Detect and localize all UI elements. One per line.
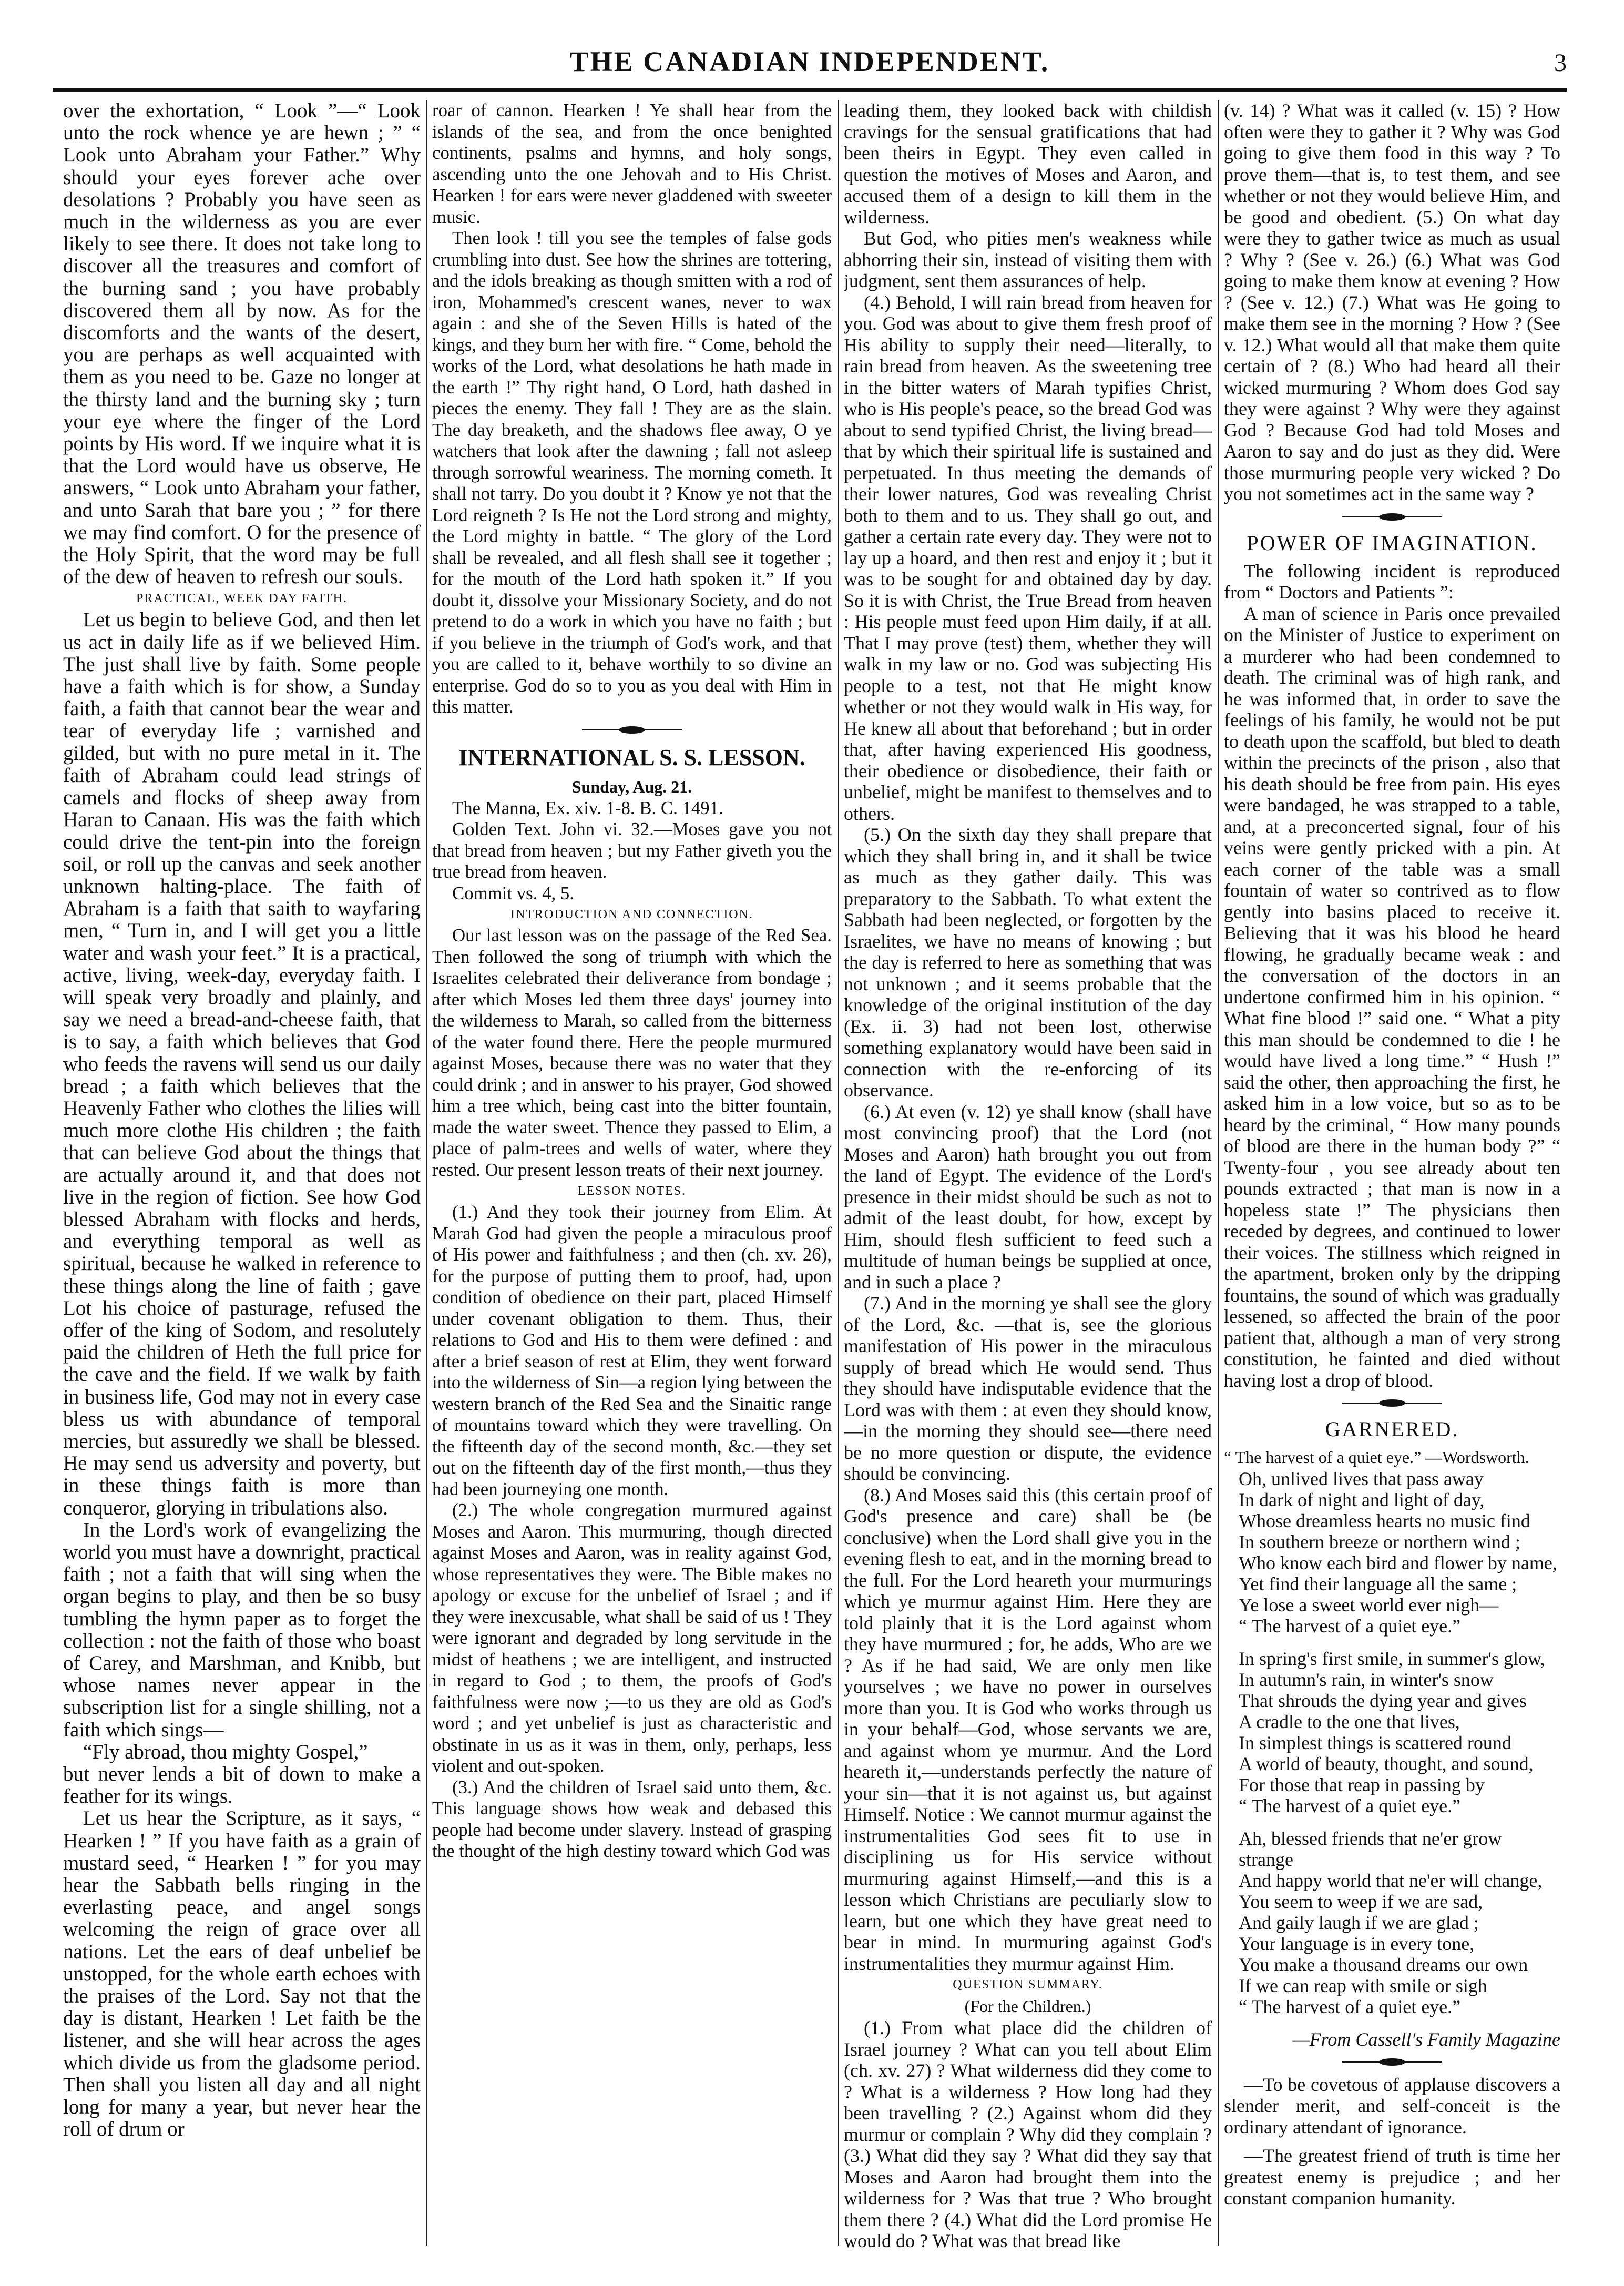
lesson-note: (5.) On the sixth day they shall prepare that which they shall bring in, and it shall be twice as much as they gather daily. This was preparatory to the Sabbath. To what extent the Sabbath had been neglected, or forgotten by the Israelites, we have no means of knowing ; but the day is referred to here as something that was not unknown ; and it seems probable that the knowledge of the original institution of the day (Ex. ii. 3) had not been lost, otherwise something explanatory would have been said in connection with the re-enforcing of its observance. <box>844 824 1212 1101</box>
poem-line: In autumn's rain, in winter's snow <box>1239 1669 1494 1690</box>
poem-line: You seem to weep if we are sad, <box>1239 1891 1483 1912</box>
column-3 <box>844 100 1212 2261</box>
poem-line: In southern breeze or northern wind ; <box>1239 1531 1520 1552</box>
paragraph: But God, who pities men's weakness while abhorring their sin, instead of visiting them with judgment, sent them assurances of help. <box>844 228 1212 291</box>
poem-stanza <box>1239 1648 1560 1816</box>
column-divider <box>426 100 427 2246</box>
lesson-heading: INTERNATIONAL S. S. LESSON. <box>458 744 805 770</box>
lesson-note: (3.) And the children of Israel said unto them, &c. This language shows how weak and debased this people had become under slavery. Instead of grasping the thought of the high destiny toward which God was <box>432 1776 832 1861</box>
poem-line: A world of beauty, thought, and sound, <box>1239 1753 1534 1774</box>
column-1 <box>63 100 421 2261</box>
poem-line: Oh, unlived lives that pass away <box>1239 1468 1484 1489</box>
section-subhead: LESSON NOTES. <box>577 1184 686 1198</box>
poem-line: In simplest things is scattered round <box>1239 1732 1511 1753</box>
maxim: —The greatest friend of truth is time her greatest enemy is prejudice ; and her constant companion humanity. <box>1224 2145 1560 2209</box>
paragraph: A man of science in Paris once prevailed on the Minister of Justice to experiment on a murderer who had been condemned to death. The criminal was of high rank, and he was informed that, in order to save the feelings of his family, he would not be put to death upon the scaffold, but bled to death within the precincts of the prison , also that his death should be free from pain. His eyes were bandaged, he was strapped to a table, and, at a preconcerted signal, four of his veins were gently pricked with a pin. At each corner of the table was a small fountain of water so contrived as to flow gently into basins placed to receive it. Believing that it was his blood he heard flowing, he gradually became weak : and the conversation of the doctors in an undertone confirmed him in his opinion. “ What fine blood !” said one. “ What a pity this man should be condemned to die ! he would have lived a long time.” “ Hush !” said the other, then approaching the first, he asked him in a low voice, but so as to be heard by the criminal, “ How many pounds of blood are there in the human body ?” “ Twenty-four , you see already about ten pounds extracted ; that man is now in a hopeless state !” The physicians then receded by degrees, and continued to lower their voices. The stillness which reigned in the apartment, broken only by the dripping fountains, the sound of which was gradually lessened, so affected the brain of the poor patient that, although a man of very strong constitution, he fainted and died without having lost a drop of blood. <box>1224 603 1560 1391</box>
paragraph: leading them, they looked back with childish cravings for the sensual gratifications that had been theirs in Egypt. They even called in question the motives of Moses and Aaron, and accused them of a design to kill them in the wilderness. <box>844 100 1212 228</box>
lesson-note: (4.) Behold, I will rain bread from heaven for you. God was about to give them fresh proof of His ability to supply their need—literally, to rain bread from heaven. As the sweetening tree in the bitter waters of Marah typifies Christ, who is His people's peace, so the bread God was about to send typified Christ, the living bread—that by which their spiritual life is sustained and perpetuated. In thus meeting the demands of their lower natures, God was revealing Christ both to them and to us. They shall go out, and gather a certain rate every day. They were not to lay up a hoard, and then rest and enjoy it ; but it was to be sought for and obtained day by day. So it is with Christ, the True Bread from heaven : His people must feed upon Him daily, if at all. That I may prove (test) them, whether they will walk in my law or no. God was subjecting His people to a test, not that He might know whether or not they would walk in His way, for He knew all about that beforehand ; but in order that, after having experienced His goodness, their obedience or disobedience, their faith or unbelief, might be manifest to themselves and to others. <box>844 291 1212 824</box>
poem-line: Ah, blessed friends that ne'er grow strange <box>1239 1827 1502 1870</box>
paragraph: Then look ! till you see the temples of false gods crumbling into dust. See how the shrines are tottering, and the idols breaking as though smitten with a rod of iron, Mohammed's crescent wanes, never to wax again : and she of the Seven Hills is hated of the kings, and they burn her with fire. “ Come, behold the works of the Lord, what desolations he hath made in the earth !” Thy right hand, O Lord, hath dashed in pieces the enemy. They fall ! They are as the slain. The day breaketh, and the shadows flee away, O ye watchers that look after the dawning ; fall not asleep through sorrowful weariness. The morning cometh. It shall not tarry. Do you doubt it ? Know ye not that the Lord reigneth ? Is He not the Lord strong and mighty, the Lord mighty in battle. “ The glory of the Lord shall be revealed, and all flesh shall see it together ; for the mouth of the Lord hath spoken it.” If you doubt it, dissolve your Missionary Society, and do not pretend to do a work in which you have no faith ; but if you believe in the triumph of God's work, and that you are called to it, behave worthily to so divine an enterprise. God do so to you as you deal with Him in this matter. <box>432 228 832 717</box>
column-2 <box>432 100 832 2261</box>
paragraph: over the exhortation, “ Look ”—“ Look unto the rock whence ye are hewn ; ” “ Look unto Abraham your Father.” Why should your eyes forever ache over desolations ? Probably you have seen as much in the wilderness as you are ever likely to see there. It does not take long to discover all the treasures and comfort of the burning sand ; you have probably discovered them all by now. As for the discomforts and the wants of the desert, you are perhaps as well acquainted with them as you need to be. Gaze no longer at the thirsty land and the burning sky ; turn your eye where the finger of the Lord points by His word. If we inquire what it is that the Lord would have us observe, He answers, “ Look unto Abraham your father, and unto Sarah that bare you ; ” for there we may find comfort. O for the presence of the Holy Spirit, that the word may be full of the dew of heaven to refresh our souls. <box>63 100 421 588</box>
poem-line: “ The harvest of a quiet eye.” <box>1239 1615 1461 1637</box>
poem-line: You make a thousand dreams our own <box>1239 1954 1528 1975</box>
poem-line: For those that reap in passing by <box>1239 1774 1485 1795</box>
poem-line: That shrouds the dying year and gives <box>1239 1690 1527 1711</box>
poem-line: “ The harvest of a quiet eye.” <box>1239 1795 1461 1816</box>
column-divider <box>838 100 839 2246</box>
poem-line: “ The harvest of a quiet eye.” <box>1239 1996 1461 2017</box>
header-rule <box>53 88 1567 92</box>
poem-line: Ye lose a sweet world ever nigh— <box>1239 1594 1499 1616</box>
commit-verses: Commit vs. 4, 5. <box>452 882 575 903</box>
ornamental-separator <box>1342 511 1442 523</box>
lesson-note: (6.) At even (v. 12) ye shall know (shall have most convincing proof) that the Lord (not Moses and Aaron) hath brought you out from the land of Egypt. The evidence of the Lord's presence in their midst should be such as not to admit of the least doubt, for how, except by Him, should flesh sufficient to feed such a multitude of human beings be supplied at once, and in such a place ? <box>844 1101 1212 1293</box>
poem-line: If we can reap with smile or sigh <box>1239 1975 1487 1996</box>
hymn-quote: “Fly abroad, thou mighty Gospel,” <box>83 1740 368 1763</box>
maxim: —To be covetous of applause discovers a slender merit, and self-conceit is the ordinary attendant of ignorance. <box>1224 2074 1560 2138</box>
section-subhead: (For the Children.) <box>964 1997 1091 2016</box>
lesson-note: (1.) And they took their journey from Elim. At Marah God had given the people a miraculous proof of His power and faithfulness ; and then (ch. xv. 26), for the purpose of putting them to proof, had, upon condition of obedience on their part, placed Himself under covenant obligation to them. Thus, their relations to God and His to them were defined : and after a brief season of rest at Elim, they went forward into the wilderness of Sin—a region lying between the western branch of the Red Sea and the Sinaitic range of mountains toward which they were travelling. On the fifteenth day of the second month, &c.—they set out on the fifteenth day of the first month,—thus they had been journeying one month. <box>432 1202 832 1499</box>
poem-attribution: —From Cassell's Family Magazine <box>1292 2028 1560 2050</box>
section-subhead: PRACTICAL, WEEK DAY FAITH. <box>136 592 348 606</box>
poem-line: Your language is in every tone, <box>1239 1933 1475 1954</box>
poem-line: A cradle to the one that lives, <box>1239 1711 1460 1732</box>
poem-stanza <box>1239 1828 1560 2017</box>
paragraph: In the Lord's work of evangelizing the world you must have a downright, practical faith ; not a faith that will sing when the organ begins to play, and then be so busy tumbling the hymn paper as to forget the collection : not the faith of those who boast of Carey, and Marshman, and Knibb, but whose names never appear in the subscription list for a single shilling, not a faith which sings— <box>63 1518 421 1741</box>
poem-line: Whose dreamless hearts no music find <box>1239 1510 1530 1531</box>
lesson-note: (2.) The whole congregation murmured against Moses and Aaron. This murmuring, though directed against Moses and Aaron, was in reality against God, whose representatives they were. The Bible makes no apology or excuse for the unbelief of Israel ; and if they were inexcusable, what shall be said of us ! They were ignorant and degraded by long servitude in the midst of heathens ; we are intelligent, and instructed in regard to God ; to them, the proofs of God's faithfulness were now ;—to us they are old as God's word ; and yet unbelief is just as characteristic and obstinate in us as it was in them, only, perhaps, less violent and out-spoken. <box>432 1500 832 1776</box>
poem-line: And gaily laugh if we are glad ; <box>1239 1912 1479 1933</box>
paragraph: Let us begin to believe God, and then let us act in daily life as if we believed Him. The just shall live by faith. Some people have a faith which is for show, a Sunday faith, a faith that cannot bear the wear and tear of everyday life ; varnished and gilded, but with no pure metal in it. The faith of Abraham could lead strings of camels and flocks of sheep away from Haran to Canaan. His was the faith which could drive the tent-pin into the foreign soil, or roll up the canvas and seek another unknown halting-place. The faith of Abraham is a faith that saith to wayfaring men, “ Turn in, and I will get you a little water and wash your feet.” It is a practical, active, living, week-day, everyday faith. I will speak very broadly and plainly, and say we need a bread-and-cheese faith, that is to say, a faith which believes that God who feeds the ravens will send us our daily bread ; a faith which believes that the Heavenly Father who clothes the lilies will much more clothe His children ; the faith that can believe God about the things that are actually around it, and that does not live in the region of fiction. See how God blessed Abraham with flocks and herds, and everything temporal as well as spiritual, because he walked in reference to these things along the line of faith ; gave Lot his choice of pasturage, refused the offer of the king of Sodom, and resolutely paid the children of Heth the full price for the cave and the field. If we walk by faith in business life, God may not in every case bless us with abundance of temporal mercies, but assuredly we shall be blessed. He may send us adversity and poverty, but in these things faith is more than conqueror, glorying in tribulations also. <box>63 608 421 1519</box>
ornamental-separator <box>1342 1397 1442 1409</box>
lesson-date: Sunday, Aug. 21. <box>571 777 692 796</box>
poem-line: In dark of night and light of day, <box>1239 1489 1485 1510</box>
epigraph: “ The harvest of a quiet eye.” —Wordsworth. <box>1224 1448 1529 1467</box>
article-heading: GARNERED. <box>1325 1417 1459 1441</box>
poem-line: And happy world that ne'er will change, <box>1239 1870 1543 1891</box>
column-4 <box>1224 100 1560 2261</box>
section-subhead: QUESTION SUMMARY. <box>953 1978 1103 1992</box>
paragraph: The following incident is reproduced from “ Doctors and Patients ”: <box>1224 560 1560 603</box>
poem-line: Who know each bird and flower by name, <box>1239 1552 1557 1573</box>
ornamental-separator <box>1342 2056 1442 2068</box>
paragraph: (v. 14) ? What was it called (v. 15) ? How often were they to gather it ? Why was God going to give them food in this way ? To prove them—that is, to test them, and see whether or not they would believe Him, and be good and obedient. (5.) On what day were they to gather twice as much as usual ? Why ? (See v. 26.) (6.) What was God going to make them know at evening ? How ? (See v. 12.) (7.) What was He going to make them see in the morning ? How ? (See v. 12.) What would all that make them quite certain of ? (8.) Who had heard all their wicked murmuring ? Whom does God say they were against ? Why were they against God ? Because God had told Moses and Aaron to say and do just as they did. Were those murmuring people very wicked ? Do you not sometimes act in the same way ? <box>1224 100 1560 504</box>
column-divider <box>1218 100 1219 2246</box>
golden-text: Golden Text. John vi. 32.—Moses gave you not that bread from heaven ; but my Father giveth you the true bread from heaven. <box>432 819 832 882</box>
question-summary: (1.) From what place did the children of Israel journey ? What can you tell about Elim (ch. xv. 27) ? What wilderness did they come to ? What is a wilderness ? How long had they been travelling ? (2.) Against whom did they murmur or complain ? Why did they complain ? (3.) What did they say ? What did they say that Moses and Aaron had brought them into the wilderness for ? Was that true ? Who brought them there ? (4.) What did the Lord promise He would do ? What was that bread like <box>844 2017 1212 2251</box>
paragraph: Let us hear the Scripture, as it says, “ Hearken ! ” If you have faith as a grain of mustard seed, “ Hearken ! ” for you may hear the Sabbath bells ringing in the everlasting peace, and angel songs welcoming the reign of grace over all nations. Let the ears of deaf unbelief be unstopped, for the whole earth echoes with the praises of the Lord. Say not that the day is distant, Hearken ! Let faith be the listener, and she will hear across the ages which divide us from the gladsome period. Then shall you listen all day and all night long for many a year, but never hear the roll of drum or <box>63 1807 421 2141</box>
poem-stanza <box>1239 1468 1560 1637</box>
lesson-note: (8.) And Moses said this (this certain proof of God's presence and care) shall be (be conclusive) when the Lord shall give you in the evening flesh to eat, and in the morning bread to the full. For the Lord heareth your murmurings which ye murmur against Him. Here they are told plainly that it is the Lord against whom they have murmured ; for, he adds, Who are we ? As if he had said, We are only men like yourselves ; we have no power in ourselves more than you. It is God who works through us in your behalf—God, whose servants we are, and against whom ye murmur. And the Lord heareth it,—understands perfectly the nature of your sin—that it is not against us, but against Himself. Notice : We cannot murmur against the instrumentalities God sees fit to use in disciplining us for His service without murmuring against Himself,—and this is a lesson which Christians are peculiarly slow to learn, but one which they have great need to bear in mind. In murmuring against God's instrumentalities they murmur against Him. <box>844 1484 1212 1974</box>
masthead <box>53 41 1567 83</box>
paragraph: but never lends a bit of down to make a feather for its wings. <box>63 1763 421 1808</box>
poem-line: In spring's first smile, in summer's glow, <box>1239 1648 1545 1669</box>
poem-line: Yet find their language all the same ; <box>1239 1573 1517 1594</box>
paragraph: Our last lesson was on the passage of the Red Sea. Then followed the song of triumph with which the Israelites celebrated their deliverance from bondage ; after which Moses led them three days' journey into the wilderness to Marah, so called from the bitterness of the water found there. Here the people murmured against Moses, because there was no water that they could drink ; and in answer to his prayer, God showed him a tree which, being cast into the bitter fountain, made the water sweet. Thence they passed to Elim, a place of palm-trees and wells of water, where they rested. Our present lesson treats of their next journey. <box>432 925 832 1180</box>
paragraph: roar of cannon. Hearken ! Ye shall hear from the islands of the sea, and from the once benighted continents, psalms and hymns, and holy songs, ascending unto the one Jehovah and to His Christ. Hearken ! for ears were never gladdened with sweeter music. <box>432 100 832 227</box>
lesson-reference: The Manna, Ex. xiv. 1-8. B. C. 1491. <box>452 797 723 818</box>
poem <box>1224 1468 1560 2050</box>
lesson-note: (7.) And in the morning ye shall see the glory of the Lord, &c. —that is, see the glorious manifestation of His power in the miraculous supply of bread which He would send. Thus they should have indisputable evidence that the Lord was with them : at even they should know,—in the morning they should see—there need be no more question or dispute, the evidence should be convincing. <box>844 1293 1212 1484</box>
newspaper-title: THE CANADIAN INDEPENDENT. <box>569 46 1050 77</box>
section-subhead: INTRODUCTION AND CONNECTION. <box>510 908 753 921</box>
ornamental-separator <box>582 724 682 736</box>
page-number: 3 <box>1554 49 1567 77</box>
article-heading: POWER OF IMAGINATION. <box>1247 531 1538 555</box>
